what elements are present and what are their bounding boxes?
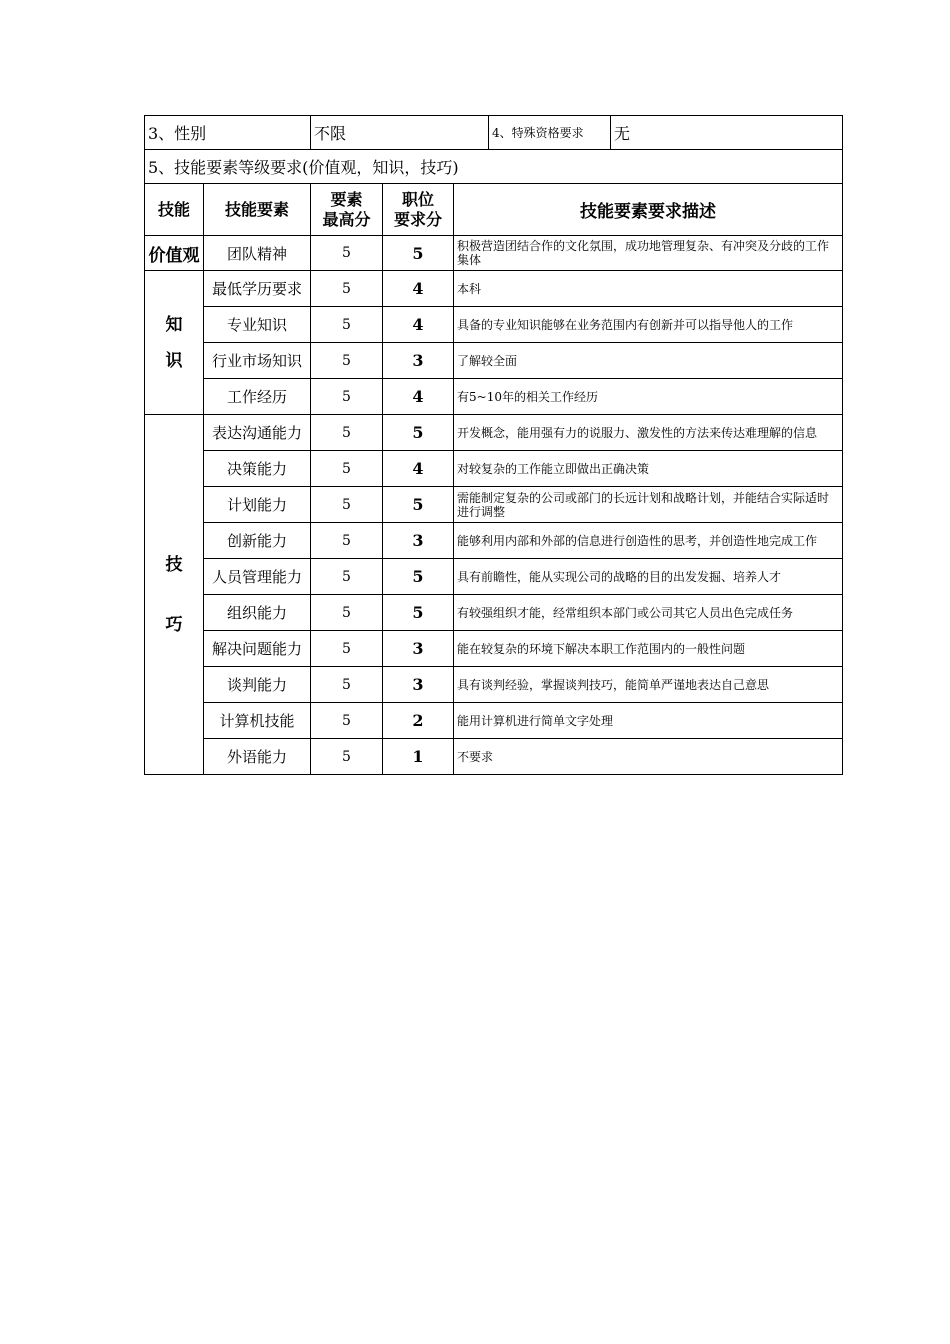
required-score-cell: 5 <box>383 559 454 595</box>
max-score-cell: 5 <box>311 379 383 415</box>
max-score-cell: 5 <box>311 595 383 631</box>
max-score-cell: 5 <box>311 451 383 487</box>
required-score-cell: 5 <box>383 595 454 631</box>
element-cell: 计划能力 <box>204 487 311 523</box>
header-required-score <box>383 184 454 236</box>
category-skills-spacer <box>148 583 200 607</box>
max-score-cell: 5 <box>311 307 383 343</box>
table-row <box>145 631 843 667</box>
required-score-cell: 5 <box>383 236 454 271</box>
gender-value: 不限 <box>311 116 489 150</box>
skill-requirements-table <box>144 115 843 775</box>
required-score-cell: 5 <box>383 487 454 523</box>
header-element: 技能要素 <box>204 184 311 236</box>
description-cell: 具有前瞻性，能从实现公司的战略的目的出发发掘、培养人才 <box>454 559 843 595</box>
table-row <box>145 595 843 631</box>
description-cell: 有较强组织才能，经常组织本部门或公司其它人员出色完成任务 <box>454 595 843 631</box>
table-row <box>145 236 843 271</box>
description-cell: 需能制定复杂的公司或部门的长远计划和战略计划，并能结合实际适时进行调整 <box>454 487 843 523</box>
table-row <box>145 415 843 451</box>
element-cell: 计算机技能 <box>204 703 311 739</box>
category-skills-char2: 巧 <box>165 614 183 635</box>
element-cell: 团队精神 <box>204 236 311 271</box>
element-cell: 最低学历要求 <box>204 271 311 307</box>
description-cell: 了解较全面 <box>454 343 843 379</box>
description-cell: 能够利用内部和外部的信息进行创造性的思考，并创造性地完成工作 <box>454 523 843 559</box>
max-score-cell: 5 <box>311 667 383 703</box>
description-cell: 能用计算机进行简单文字处理 <box>454 703 843 739</box>
max-score-cell: 5 <box>311 559 383 595</box>
header-max-score <box>311 184 383 236</box>
element-cell: 组织能力 <box>204 595 311 631</box>
header-max-line1: 要素 <box>330 189 363 209</box>
header-req-line1: 职位 <box>401 189 434 209</box>
required-score-cell: 1 <box>383 739 454 775</box>
special-qualification-label: 4、特殊资格要求 <box>489 116 611 150</box>
max-score-cell: 5 <box>311 415 383 451</box>
header-description: 技能要素要求描述 <box>454 184 843 236</box>
element-cell: 人员管理能力 <box>204 559 311 595</box>
description-cell: 具备的专业知识能够在业务范围内有创新并可以指导他人的工作 <box>454 307 843 343</box>
element-cell: 行业市场知识 <box>204 343 311 379</box>
table-row <box>145 487 843 523</box>
element-cell: 创新能力 <box>204 523 311 559</box>
required-score-cell: 4 <box>383 379 454 415</box>
max-score-cell: 5 <box>311 631 383 667</box>
table-row <box>145 271 843 307</box>
table-row <box>145 451 843 487</box>
max-score-cell: 5 <box>311 271 383 307</box>
max-score-cell: 5 <box>311 703 383 739</box>
element-cell: 解决问题能力 <box>204 631 311 667</box>
category-knowledge <box>145 271 204 415</box>
special-qualification-value: 无 <box>611 116 843 150</box>
required-score-cell: 5 <box>383 415 454 451</box>
table-row <box>145 739 843 775</box>
element-cell: 决策能力 <box>204 451 311 487</box>
required-score-cell: 3 <box>383 667 454 703</box>
required-score-cell: 4 <box>383 271 454 307</box>
required-score-cell: 3 <box>383 631 454 667</box>
description-cell: 对较复杂的工作能立即做出正确决策 <box>454 451 843 487</box>
element-cell: 专业知识 <box>204 307 311 343</box>
category-values: 价值观 <box>145 236 204 271</box>
max-score-cell: 5 <box>311 236 383 271</box>
max-score-cell: 5 <box>311 487 383 523</box>
table-row <box>145 559 843 595</box>
section-title: 5、技能要素等级要求(价值观，知识，技巧) <box>145 150 843 184</box>
header-max-line2: 最高分 <box>322 209 371 229</box>
description-cell: 有5~10年的相关工作经历 <box>454 379 843 415</box>
element-cell: 谈判能力 <box>204 667 311 703</box>
category-knowledge-char1: 知 <box>165 314 183 335</box>
required-score-cell: 4 <box>383 307 454 343</box>
description-cell: 能在较复杂的环境下解决本职工作范围内的一般性问题 <box>454 631 843 667</box>
description-cell: 本科 <box>454 271 843 307</box>
description-cell: 具有谈判经验，掌握谈判技巧，能简单严谨地表达自己意思 <box>454 667 843 703</box>
table-row <box>145 379 843 415</box>
table-row <box>145 667 843 703</box>
required-score-cell: 3 <box>383 343 454 379</box>
table-row <box>145 307 843 343</box>
element-cell: 外语能力 <box>204 739 311 775</box>
max-score-cell: 5 <box>311 523 383 559</box>
category-skills-char1: 技 <box>165 554 183 575</box>
gender-label: 3、性别 <box>145 116 311 150</box>
description-cell: 开发概念，能用强有力的说服力、激发性的方法来传达难理解的信息 <box>454 415 843 451</box>
description-cell: 不要求 <box>454 739 843 775</box>
section-title-row <box>145 150 843 184</box>
gender-row <box>145 116 843 150</box>
required-score-cell: 4 <box>383 451 454 487</box>
table-row <box>145 703 843 739</box>
required-score-cell: 3 <box>383 523 454 559</box>
element-cell: 工作经历 <box>204 379 311 415</box>
element-cell: 表达沟通能力 <box>204 415 311 451</box>
max-score-cell: 5 <box>311 739 383 775</box>
category-knowledge-char2: 识 <box>165 350 183 371</box>
max-score-cell: 5 <box>311 343 383 379</box>
required-score-cell: 2 <box>383 703 454 739</box>
header-row <box>145 184 843 236</box>
category-skills <box>145 415 204 775</box>
description-cell: 积极营造团结合作的文化氛围，成功地管理复杂、有冲突及分歧的工作集体 <box>454 236 843 271</box>
header-req-line2: 要求分 <box>393 209 442 229</box>
table-row <box>145 343 843 379</box>
table-row <box>145 523 843 559</box>
header-skill: 技能 <box>145 184 204 236</box>
